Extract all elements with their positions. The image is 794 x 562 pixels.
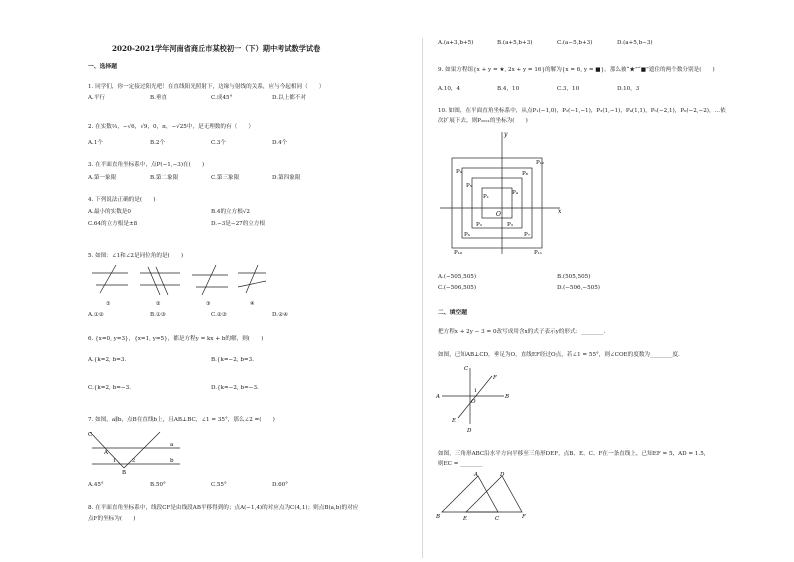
fill-question-1: 把方程x + 2y − 3 = 0改写成用含x的式子表示y的形式：________.: [438, 329, 606, 335]
q8-option-a: A.(a+3,b+5): [438, 40, 474, 46]
question-2: 2. 在实数⅔，−√6，√9，0，π，−√25中，是无理数的有（ ）: [88, 124, 254, 130]
q7-option-a: A.45°: [88, 482, 104, 488]
point-P12: P₁₂: [536, 160, 545, 166]
point-P1: P₁: [483, 194, 489, 200]
q9-option-b: B.4，10: [497, 86, 520, 92]
exam-title: 2020-2021学年河南省商丘市某校初一（下）期中考试数学试卷: [112, 44, 321, 53]
point-P5: P₅: [466, 183, 472, 189]
point-P3: P₃: [507, 222, 513, 228]
origin-label: O: [496, 211, 501, 218]
q9-option-d: D.10，3: [617, 86, 640, 92]
q2-option-b: B.2个: [150, 140, 166, 146]
point-P11: P₁₁: [534, 250, 543, 256]
q2-option-d: D.4个: [272, 140, 288, 146]
q9-option-a: A.10，4: [438, 86, 461, 92]
point-P10: P₁₀: [454, 250, 463, 256]
fill3-label-D: D: [500, 472, 505, 478]
q6-option-a: A.{k=2, b=3.: [88, 357, 127, 363]
q8-option-b: B.(a+5,b+3): [497, 40, 533, 46]
point-P6: P₆: [464, 232, 470, 238]
q5-option-d: D.②④: [272, 312, 289, 318]
figure-label-1: ①: [106, 301, 111, 307]
q7-label-B: B: [122, 470, 127, 476]
fill2-angle-1: 1: [474, 388, 478, 394]
q5-angle-figures: [88, 263, 268, 309]
fill3-label-E: E: [463, 516, 468, 522]
q10-spiral-grid-figure: [440, 128, 570, 258]
section-choice-heading: 一、选择题: [88, 64, 117, 70]
fill2-label-O: O: [471, 399, 476, 405]
q4-option-a: A.最小的实数是0: [88, 209, 131, 215]
q7-label-a: a: [170, 442, 174, 448]
q7-option-d: D.60°: [272, 482, 288, 488]
figure-label-3: ③: [206, 301, 211, 307]
q6-option-c: C.{k=2, b=−3.: [88, 385, 131, 391]
fill2-perpendicular-figure: [436, 362, 516, 432]
q2-option-a: A.1个: [88, 140, 103, 146]
fill2-label-B: B: [505, 394, 510, 400]
q1-option-b: B.垂直: [150, 95, 168, 101]
question-8: 8. 在平面直角坐标系中，线段CF是由线段AB平移得到的；点A(−1,4)的对应点为C(4,1)；则点B(a,b)的对应: [88, 505, 359, 511]
q6-option-b: B.{k=−2, b=3.: [211, 357, 254, 363]
column-divider: [422, 38, 423, 558]
question-9: 9. 如果方程组{x + y = ★, 2x + y = 16}的解为{x = 6, y = ■}，那么被“★”“■”遮住的两个数分别是( ): [438, 67, 715, 73]
q3-option-b: B.第二象限: [150, 175, 179, 181]
q7-label-2: 2: [132, 458, 136, 464]
question-10-line2: 次扩展下去，则P₂₀₂₁的坐标为( ): [438, 118, 528, 124]
q2-option-c: C.3个: [211, 140, 227, 146]
q8-option-d: D.(a+5,b−3): [617, 40, 653, 46]
q7-parallel-lines-figure: [88, 428, 184, 476]
fill3-translated-triangles-figure: [436, 472, 536, 522]
q1-option-d: D.以上都不对: [272, 95, 307, 101]
section-fill-heading: 二、填空题: [438, 310, 467, 316]
q6-option-d: D.{k=−2, b=−3.: [211, 385, 259, 391]
q8-option-c: C.(a−5,b+3): [557, 40, 593, 46]
q7-option-c: C.55°: [211, 482, 227, 488]
fill3-label-F: F: [522, 514, 526, 520]
q1-option-c: C.成45°: [211, 95, 233, 101]
fill2-label-A: A: [436, 394, 440, 400]
fill2-label-F: F: [493, 375, 497, 381]
question-8-line2: 点F的坐标为( ): [88, 516, 136, 522]
question-7: 7. 如图，a∥b，点B在直线b上，且AB⊥BC，∠1 = 35°，那么∠2 =( ): [88, 417, 275, 423]
question-10: 10. 如图，在平面直角坐标系中，从点P₁(−1,0)，P₂(−1,−1)，P₃(1,−1)，P₄(1,1)，P₅(−2,1)，P₆(−2,−2)，…依: [438, 108, 726, 114]
question-3: 3. 在平面直角坐标系中，点P(−1,−3)在( ): [88, 162, 205, 168]
q5-option-a: A.①②: [88, 312, 104, 318]
fill-question-3: 如图，三角形ABC沿水平方向平移至三角形DEF，点B、E、C、F在一条直线上，已知EF = 5，AD = 1.5，: [438, 451, 710, 457]
point-P7: P₇: [524, 232, 530, 238]
fill3-label-B: B: [436, 514, 441, 520]
question-4: 4. 下列说法正确的是( ): [88, 197, 156, 203]
y-axis-label: y: [504, 131, 508, 138]
question-1: 1. 同学们，你一定接过阳光吧！在直线阳光照射下，边缘与射线的关系，应与今起相同（ ）: [88, 84, 325, 90]
q7-label-b: b: [170, 458, 174, 464]
q3-option-d: D.第四象限: [272, 175, 301, 181]
point-P2: P₂: [476, 222, 482, 228]
q1-option-a: A.平行: [88, 95, 106, 101]
q10-option-b: B.(505,505): [557, 274, 591, 280]
figure-label-2: ②: [156, 301, 161, 307]
point-P9: P₉: [456, 169, 462, 175]
fill2-label-D: D: [467, 428, 472, 434]
fill3-label-A: A: [474, 472, 478, 478]
question-6: 6. {x=0, y=3}，{x=1, y=5}，都是方程y = kx + b的解，则( ): [88, 336, 264, 342]
q7-label-1: 1: [113, 458, 117, 464]
fill-question-2: 如图，已知AB⊥CD，垂足为O，直线EF经过O点，若∠1 = 55°，则∠COE的度数为________度.: [438, 352, 680, 358]
q7-option-b: B.50°: [150, 482, 166, 488]
fill3-label-C: C: [495, 516, 500, 522]
q5-option-c: C.②③: [211, 312, 227, 318]
question-5: 5. 如图：∠1和∠2是同位角的是( ): [88, 253, 184, 259]
figure-label-4: ④: [250, 301, 255, 307]
q3-option-c: C.第三象限: [211, 175, 240, 181]
fill-question-3-line2: 则EC = ________: [438, 461, 483, 467]
q7-label-A: A: [104, 450, 108, 456]
x-axis-label: x: [558, 208, 562, 215]
point-P4: P₄: [512, 190, 518, 196]
fill2-label-C: C: [464, 366, 469, 372]
q4-option-b: B.4的立方根√2: [211, 209, 250, 215]
q4-option-c: C.64的立方根是±8: [88, 221, 138, 227]
fill2-label-E: E: [452, 418, 457, 424]
q3-option-a: A.第一象限: [88, 175, 117, 181]
q4-option-d: D.−3是−27的立方根: [211, 221, 266, 227]
q5-option-b: B.①③: [150, 312, 166, 318]
point-P8: P₈: [522, 171, 528, 177]
q9-option-c: C.3，10: [557, 86, 580, 92]
q10-option-a: A.(−505,505): [438, 274, 477, 280]
q7-label-C: C: [88, 432, 93, 438]
q10-option-c: C.(−506,505): [438, 285, 477, 291]
q10-option-d: D.(−506,−505): [557, 285, 600, 291]
